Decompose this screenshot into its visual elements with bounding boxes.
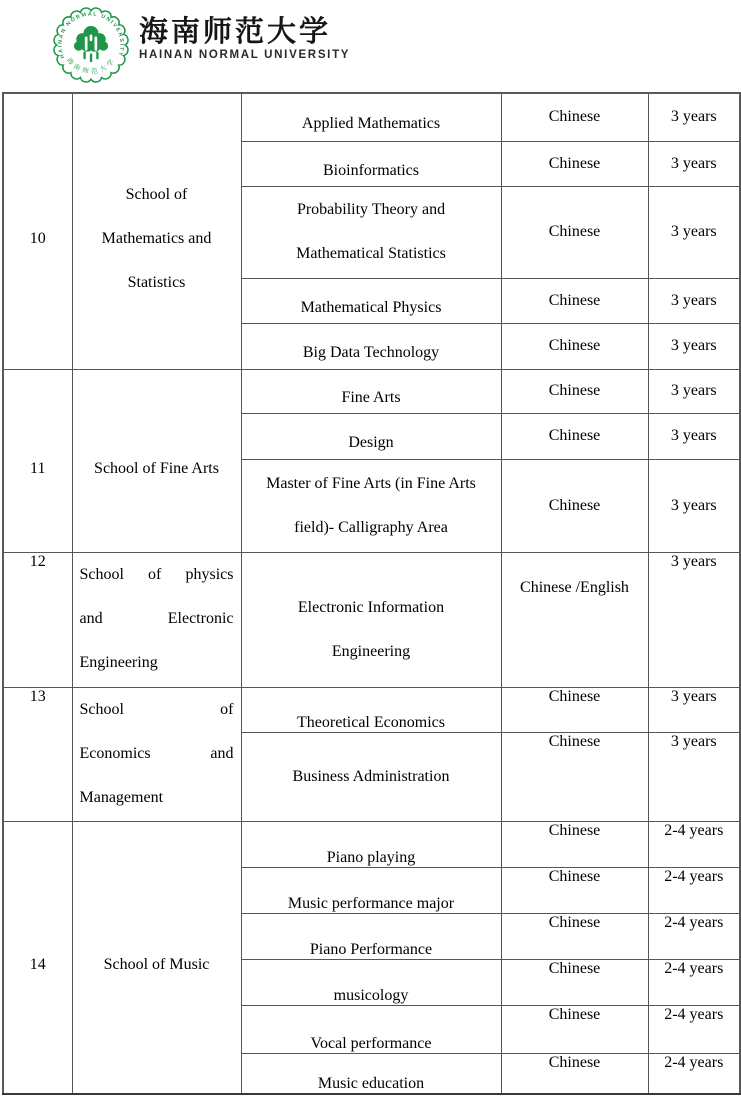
program-name-cell [241,1005,501,1053]
school-name-line: Economics and [79,744,234,762]
duration-cell [648,821,740,867]
program-name: musicology [333,986,409,1004]
section-number: 12 [29,552,46,570]
program-row [3,93,740,141]
university-wordmark [139,15,350,61]
university-name-english: HAINAN NORMAL UNIVERSITY [139,49,351,61]
program-name: Vocal performance [310,1034,432,1052]
university-name-chinese: 海南师范大学 [139,14,332,48]
section-number-cell [3,687,72,821]
seal-arc-text-top: HAINAN NORMAL UNIVERSITY [57,11,125,60]
program-row [3,369,740,413]
program-name [242,462,501,550]
language-value: Chinese [548,1053,601,1071]
duration-cell [648,93,740,141]
school-name-line: School of Music [103,956,210,974]
duration-cell [648,1053,740,1094]
program-name: Fine Arts [341,389,401,406]
program-name: Piano Performance [309,940,433,958]
program-name-cell [241,552,501,687]
language-value: Chinese /English [520,578,629,596]
program-name [242,188,501,276]
language-value: Chinese [548,427,601,444]
duration-cell [648,867,740,913]
section-number: 14 [29,956,46,974]
language-cell [501,1005,648,1053]
language-value: Chinese [548,223,601,240]
university-seal [53,7,129,83]
section-number-cell [3,821,72,1094]
program-name-cell [241,1053,501,1094]
program-name: Applied Mathematics [301,115,441,133]
language-cell [501,959,648,1005]
program-name-line: Electronic Information [297,598,445,616]
program-name: Music education [317,1075,425,1092]
duration-value: 3 years [670,154,717,172]
duration-cell [648,552,740,687]
program-name: Theoretical Economics [297,713,445,731]
school-name-line: Mathematics and [101,230,212,248]
school-name [73,173,241,305]
program-name-cell [241,867,501,913]
seal-arc-text-bottom: 海南师范大学 [64,56,117,76]
school-name-line: Engineering [79,653,158,671]
duration-value: 3 years [670,732,717,750]
program-name-cell [241,459,501,552]
duration-value: 3 years [670,223,717,240]
duration-cell [648,323,740,369]
school-name-cell [72,552,241,687]
school-name-line: School of [125,186,188,204]
duration-value: 2-4 years [664,959,724,977]
language-value: Chinese [548,687,601,705]
language-cell [501,552,648,687]
program-name-line: Probability Theory and [296,201,446,218]
program-name-cell [241,959,501,1005]
program-name-cell [241,913,501,959]
school-name-cell [72,93,241,369]
school-name-line: Statistics [127,274,186,292]
school-name-cell [72,687,241,821]
section-number: 11 [30,459,46,477]
school-name-line: and Electronic [79,609,234,627]
language-cell [501,459,648,552]
duration-cell [648,186,740,278]
program-name-cell [241,323,501,369]
language-cell [501,323,648,369]
program-name-cell [241,141,501,186]
language-cell [501,687,648,732]
section-number-cell [3,369,72,552]
language-cell [501,913,648,959]
duration-cell [648,459,740,552]
school-name [73,688,241,820]
program-row [3,552,740,687]
program-row [3,687,740,732]
program-name-cell [241,821,501,867]
duration-value: 3 years [670,427,717,444]
duration-value: 3 years [670,552,717,570]
program-name-line: Engineering [331,642,411,660]
duration-value: 2-4 years [664,821,724,839]
language-value: Chinese [548,732,601,750]
program-name: Music performance major [287,894,455,912]
language-value: Chinese [548,913,601,931]
language-cell [501,413,648,459]
program-name: Bioinformatics [323,161,419,179]
language-cell [501,821,648,867]
program-name: Big Data Technology [302,344,440,361]
school-name-line: School of physics [79,565,234,583]
language-value: Chinese [548,1005,601,1023]
section-number: 10 [29,230,46,248]
duration-value: 2-4 years [664,1053,724,1071]
program-name-line: Master of Fine Arts (in Fine Arts [266,474,476,492]
language-cell [501,278,648,323]
duration-cell [648,369,740,413]
program-name [242,586,501,674]
school-name [73,553,241,685]
language-cell [501,867,648,913]
language-value: Chinese [548,821,601,839]
school-name-line: School of Fine Arts [94,459,219,477]
program-name-cell [241,369,501,413]
language-cell [501,141,648,186]
program-name-cell [241,93,501,141]
section-number-cell [3,552,72,687]
program-name: Business Administration [292,767,450,785]
duration-cell [648,732,740,821]
program-name: Design [348,434,394,451]
school-name-cell [72,369,241,552]
language-value: Chinese [548,108,601,126]
duration-value: 3 years [670,337,717,354]
duration-value: 3 years [670,687,717,705]
duration-cell [648,278,740,323]
section-number-cell [3,93,72,369]
program-row [3,821,740,867]
program-name-line: field)- Calligraphy Area [294,518,448,536]
program-name-cell [241,278,501,323]
section-number: 13 [29,687,46,705]
language-value: Chinese [548,496,601,514]
school-name-cell [72,821,241,1094]
language-cell [501,369,648,413]
school-name-line: School of [79,700,234,718]
duration-value: 3 years [670,496,717,514]
language-value: Chinese [548,382,601,399]
duration-cell [648,413,740,459]
program-name-cell [241,687,501,732]
duration-value: 2-4 years [664,1005,724,1023]
school-name-line: Management [79,788,164,806]
duration-cell [648,1005,740,1053]
duration-cell [648,913,740,959]
duration-cell [648,959,740,1005]
program-name: Piano playing [326,848,416,866]
duration-value: 3 years [670,108,717,126]
program-name-cell [241,732,501,821]
duration-value: 3 years [670,291,717,309]
language-value: Chinese [548,291,601,309]
language-cell [501,93,648,141]
duration-cell [648,141,740,186]
seal-tree-emblem [74,26,108,62]
language-cell [501,732,648,821]
duration-value: 2-4 years [664,867,724,885]
language-value: Chinese [548,867,601,885]
language-cell [501,186,648,278]
school-name [73,943,241,987]
program-name: Mathematical Physics [300,298,442,316]
duration-value: 2-4 years [664,913,724,931]
school-name [73,447,241,491]
language-value: Chinese [548,154,601,172]
language-value: Chinese [548,337,601,354]
program-name-cell [241,413,501,459]
language-cell [501,1053,648,1094]
language-value: Chinese [548,959,601,977]
program-name-cell [241,186,501,278]
programs-table [2,92,741,1095]
program-name-line: Mathematical Statistics [296,245,446,262]
duration-cell [648,687,740,732]
duration-value: 3 years [670,382,717,399]
